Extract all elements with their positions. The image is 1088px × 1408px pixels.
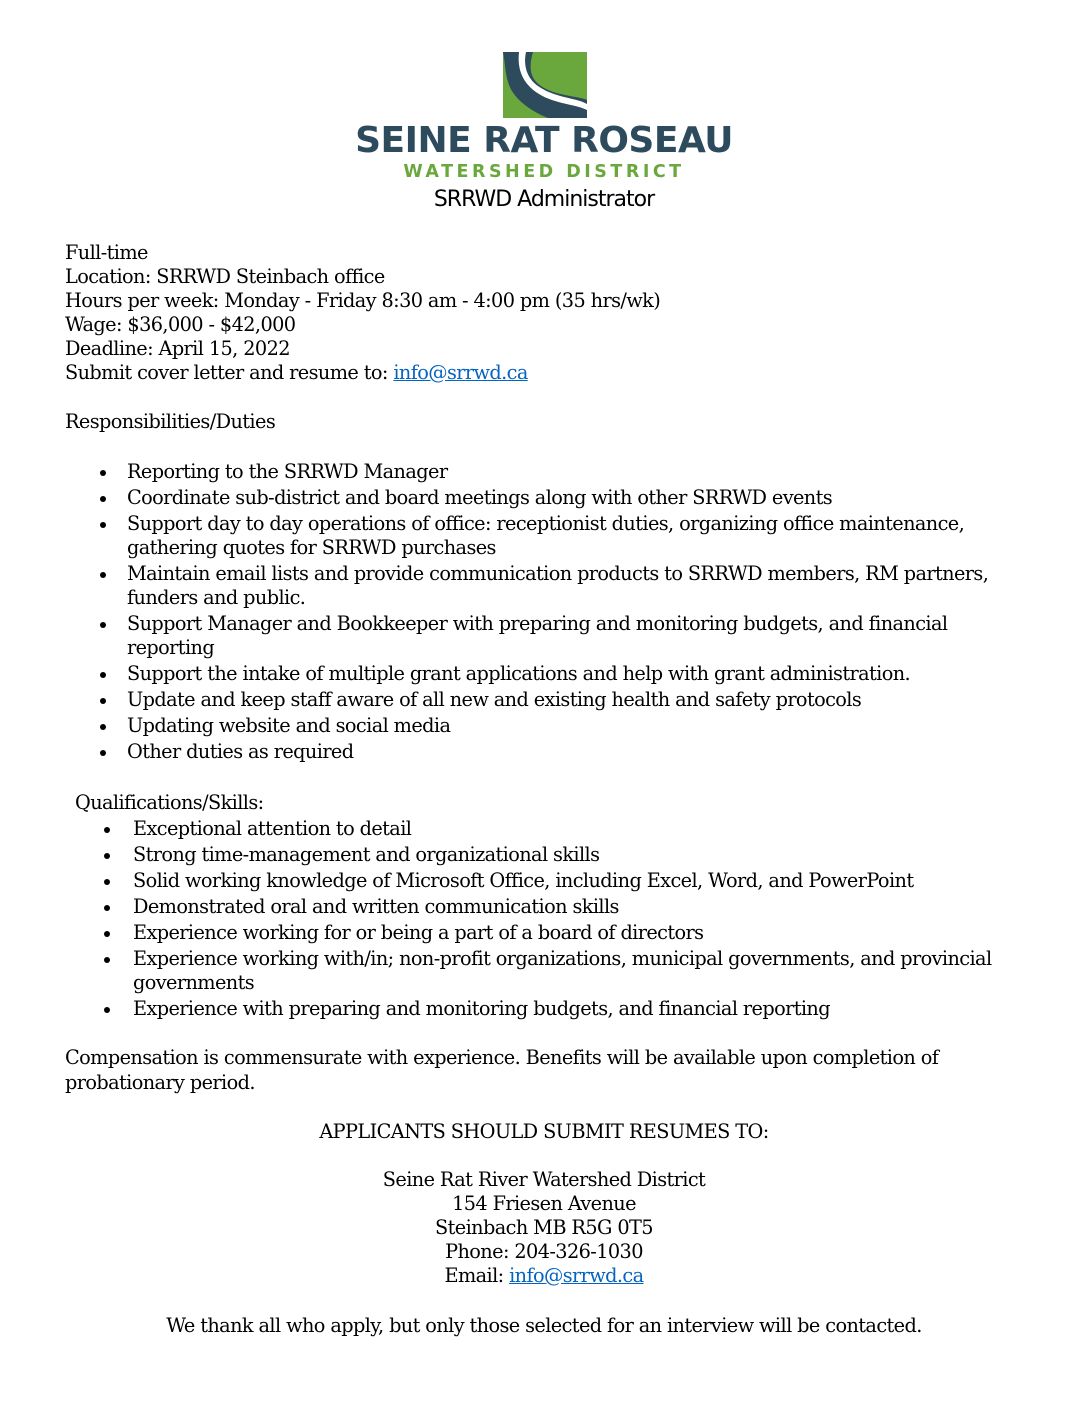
qualifications-heading: Qualifications/Skills: xyxy=(75,791,264,814)
qualification-item: Exceptional attention to detail xyxy=(133,817,412,840)
bullet-dot-icon xyxy=(104,931,110,937)
qualification-item: Experience with preparing and monitoring budgets, and financial reporting xyxy=(133,997,830,1020)
bullet-dot-icon xyxy=(104,905,110,911)
responsibility-item: Coordinate sub-district and board meetings along with other SRRWD events xyxy=(127,486,833,509)
logo-subline: WATERSHED DISTRICT xyxy=(403,162,685,182)
responsibility-item: Support Manager and Bookkeeper with preparing and monitoring budgets, and financial xyxy=(127,612,948,635)
bullet-dot-icon xyxy=(104,1007,110,1013)
page-title: SRRWD Administrator xyxy=(433,187,655,212)
responsibility-item: Update and keep staff aware of all new and existing health and safety protocols xyxy=(127,688,862,711)
submit-text: Submit cover letter and resume to: xyxy=(65,361,394,384)
bullet-dot-icon xyxy=(104,827,110,833)
river-mark-icon xyxy=(343,26,745,126)
submit-line xyxy=(65,361,528,385)
bullet-dot-icon xyxy=(100,672,106,678)
qualification-item: Experience working for or being a part of a board of directors xyxy=(133,921,704,944)
qualification-item: Solid working knowledge of Microsoft Office, including Excel, Word, and PowerPoint xyxy=(133,869,914,892)
contact-email-line xyxy=(0,1264,1088,1288)
logo-wordmark: SEINE RAT ROSEAU xyxy=(355,120,733,161)
closing-note: We thank all who apply, but only those selected for an interview will be contacted. xyxy=(166,1314,922,1337)
responsibility-item: Support the intake of multiple grant applications and help with grant administration. xyxy=(127,662,911,685)
responsibility-item: funders and public. xyxy=(127,586,306,609)
bullet-dot-icon xyxy=(100,622,106,628)
qualification-item: Demonstrated oral and written communication skills xyxy=(133,895,619,918)
employment-type: Full-time xyxy=(65,241,148,264)
responsibility-item: Other duties as required xyxy=(127,740,354,763)
qualification-item: Experience working with/in; non-profit organizations, municipal governments, and provincial xyxy=(133,947,992,970)
responsibility-item: Maintain email lists and provide communication products to SRRWD members, RM partners, xyxy=(127,562,989,585)
responsibilities-heading: Responsibilities/Duties xyxy=(65,410,276,433)
bullet-dot-icon xyxy=(104,853,110,859)
contact-heading: APPLICANTS SHOULD SUBMIT RESUMES TO: xyxy=(319,1120,769,1143)
contact-organization: Seine Rat River Watershed District xyxy=(382,1168,706,1191)
bullet-dot-icon xyxy=(104,879,110,885)
qualification-item: Strong time-management and organizational skills xyxy=(133,843,600,866)
location: Location: SRRWD Steinbach office xyxy=(65,265,385,288)
bullet-dot-icon xyxy=(104,957,110,963)
submit-email-link[interactable]: info@srrwd.ca xyxy=(393,361,528,384)
compensation-line-2: probationary period. xyxy=(65,1071,255,1094)
contact-phone: Phone: 204-326-1030 xyxy=(445,1240,643,1263)
responsibility-item: gathering quotes for SRRWD purchases xyxy=(127,536,496,559)
bullet-dot-icon xyxy=(100,522,106,528)
srrwd-logo xyxy=(343,26,745,182)
contact-email-label: Email: xyxy=(444,1264,510,1287)
responsibility-item: reporting xyxy=(127,636,215,659)
qualification-item: governments xyxy=(133,971,255,994)
bullet-dot-icon xyxy=(100,724,106,730)
bullet-dot-icon xyxy=(100,572,106,578)
contact-street: 154 Friesen Avenue xyxy=(452,1192,636,1215)
hours: Hours per week: Monday - Friday 8:30 am - 4:00 pm (35 hrs/wk) xyxy=(65,289,661,312)
deadline: Deadline: April 15, 2022 xyxy=(65,337,290,360)
wage: Wage: $36,000 - $42,000 xyxy=(65,313,296,336)
bullet-dot-icon xyxy=(100,496,106,502)
compensation-line-1: Compensation is commensurate with experience. Benefits will be available upon completion of xyxy=(65,1046,939,1069)
responsibility-item: Reporting to the SRRWD Manager xyxy=(127,460,448,483)
contact-email-link[interactable]: info@srrwd.ca xyxy=(509,1264,644,1287)
responsibility-item: Updating website and social media xyxy=(127,714,451,737)
bullet-dot-icon xyxy=(100,698,106,704)
bullet-dot-icon xyxy=(100,750,106,756)
responsibility-item: Support day to day operations of office: receptionist duties, organizing office maintenance, xyxy=(127,512,965,535)
contact-city: Steinbach MB R5G 0T5 xyxy=(435,1216,653,1239)
bullet-dot-icon xyxy=(100,470,106,476)
